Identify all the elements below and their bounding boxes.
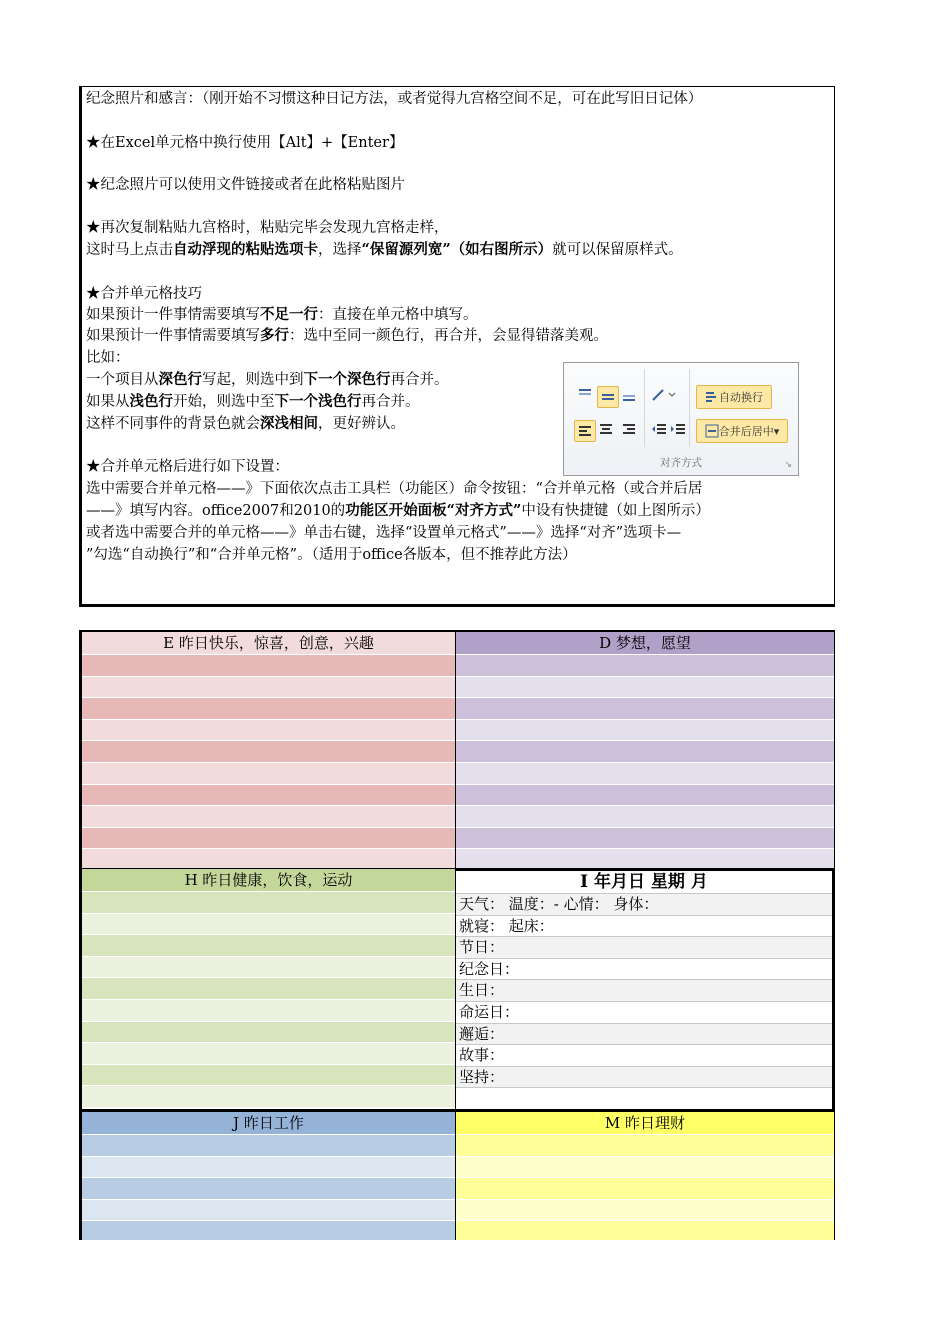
panel-i-date[interactable] xyxy=(456,869,835,1111)
nine-grid xyxy=(79,630,835,1240)
decrease-indent-icon xyxy=(650,421,668,437)
ribbon-separator xyxy=(644,369,645,447)
panel-row[interactable] xyxy=(456,848,834,870)
text-span: 开始，则选中至 xyxy=(173,394,275,410)
text-span: 就可以保留原样式。 xyxy=(552,242,683,258)
tip-settings-l1: 选中需要合并单元格——》下面依次点击工具栏（功能区）命令按钮：“合并单元格（或合并后居 xyxy=(86,481,703,497)
tip-settings-l4: ”勾选“自动换行”和“合并单元格”。（适用于office各版本，但不推荐此方法） xyxy=(86,547,577,563)
panel-row[interactable] xyxy=(456,740,834,762)
panel-d-dreams[interactable] xyxy=(456,630,835,870)
panel-j-work[interactable] xyxy=(79,1110,457,1240)
panel-m-title: M 昨日理财 xyxy=(456,1112,834,1134)
info-row[interactable]: 邂逅： xyxy=(456,1023,832,1045)
panel-row[interactable] xyxy=(456,762,834,784)
panel-e-happiness[interactable] xyxy=(79,630,457,870)
dropdown-arrow-icon: ▾ xyxy=(773,424,780,438)
tip-merge-l3: 比如： xyxy=(86,350,130,366)
bold-span: 深浅相间 xyxy=(260,415,318,432)
panel-e-rows[interactable] xyxy=(82,654,455,870)
tip-merge-l5 xyxy=(86,392,420,412)
tip-settings-l3: 或者选中需要合并的单元格——》单击右键，选择“设置单元格式”——》选择“对齐”选项卡— xyxy=(86,525,682,541)
panel-row[interactable] xyxy=(456,1199,834,1221)
info-row[interactable]: 故事： xyxy=(456,1044,832,1066)
align-center-icon xyxy=(597,421,615,437)
info-row[interactable]: 命运日： xyxy=(456,1001,832,1023)
alignment-group-label: 对齐方式 xyxy=(660,457,702,469)
tip-photo: ★纪念照片可以使用文件链接或者在此格粘贴图片 xyxy=(86,177,405,193)
panel-row[interactable] xyxy=(456,676,834,698)
bold-span: 下一个浅色行 xyxy=(274,393,362,410)
info-row[interactable]: 坚持： xyxy=(456,1066,832,1088)
panel-row[interactable] xyxy=(82,1064,455,1086)
text-span: 中设有快捷键（如上图所示） xyxy=(521,503,710,519)
panel-row[interactable] xyxy=(456,805,834,827)
alignment-ribbon-image xyxy=(563,362,799,476)
panel-d-rows[interactable] xyxy=(456,654,834,870)
tip-merge-l4 xyxy=(86,370,449,390)
panel-i-title: I 年月日 星期 月 xyxy=(456,871,832,893)
panel-row[interactable] xyxy=(82,1042,455,1064)
text-span: ：直接在单元格中填写。 xyxy=(318,307,478,323)
panel-row[interactable] xyxy=(456,654,834,676)
tip-line-break: ★在Excel单元格中换行使用【Alt】+【Enter】 xyxy=(86,135,404,151)
text-span: 如果预计一件事情需要填写 xyxy=(86,307,260,323)
text-span: 写起，则选中到 xyxy=(202,372,304,388)
panel-h-rows[interactable] xyxy=(82,891,455,1107)
panel-row[interactable] xyxy=(456,1134,834,1156)
bold-span: 下一个深色行 xyxy=(303,371,391,388)
panel-row[interactable] xyxy=(82,762,455,784)
panel-row[interactable] xyxy=(82,719,455,741)
notes-cell[interactable] xyxy=(79,86,835,607)
info-row[interactable]: 就寝： 起床： xyxy=(456,915,832,937)
orientation-icon xyxy=(650,387,676,403)
panel-row[interactable] xyxy=(456,1156,834,1178)
panel-row[interactable] xyxy=(82,1085,455,1107)
panel-row[interactable] xyxy=(82,827,455,849)
tip-merge-title: ★合并单元格技巧 xyxy=(86,286,202,302)
align-right-icon xyxy=(620,421,638,437)
text-span: 如果从 xyxy=(86,394,130,410)
tip-paste-b xyxy=(86,240,683,260)
panel-row[interactable] xyxy=(82,1156,455,1178)
info-row[interactable]: 节日： xyxy=(456,936,832,958)
align-middle-icon xyxy=(597,386,619,408)
panel-row[interactable] xyxy=(82,1220,455,1240)
panel-row[interactable] xyxy=(456,827,834,849)
panel-row[interactable] xyxy=(82,697,455,719)
panel-row[interactable] xyxy=(82,740,455,762)
panel-row[interactable] xyxy=(82,999,455,1021)
bold-span: 自动浮现的粘贴选项卡 xyxy=(173,241,318,258)
bold-span: 深色行 xyxy=(158,371,202,388)
panel-row[interactable] xyxy=(82,784,455,806)
panel-row[interactable] xyxy=(456,697,834,719)
panel-e-title: E 昨日快乐，惊喜，创意，兴趣 xyxy=(82,632,455,654)
tip-merge-l2 xyxy=(86,326,608,346)
text-span: 一个项目从 xyxy=(86,372,159,388)
panel-row[interactable] xyxy=(82,805,455,827)
tip-merge-l6 xyxy=(86,414,405,434)
align-left-icon xyxy=(574,420,596,442)
notes-heading: 纪念照片和感言：（刚开始不习惯这种日记方法，或者觉得九宫格空间不足，可在此写旧日记体） xyxy=(86,91,703,107)
info-row[interactable]: 纪念日： xyxy=(456,958,832,980)
text-span: 如果预计一件事情需要填写 xyxy=(86,328,260,344)
panel-row[interactable] xyxy=(82,1177,455,1199)
text-span: 这样不同事件的背景色就会 xyxy=(86,416,260,432)
text-span: 这时马上点击 xyxy=(86,242,173,258)
panel-row[interactable] xyxy=(82,1199,455,1221)
merge-center-label: 合并后居中 xyxy=(718,425,774,438)
panel-row[interactable] xyxy=(456,1177,834,1199)
panel-d-title: D 梦想，愿望 xyxy=(456,632,834,654)
dialog-launcher-icon: ↘ xyxy=(784,460,792,470)
align-top-icon xyxy=(576,387,594,403)
panel-row[interactable] xyxy=(82,913,455,935)
ribbon-separator xyxy=(689,369,690,447)
bold-span: 不足一行 xyxy=(260,306,318,323)
panel-i-rows[interactable] xyxy=(456,893,832,1109)
bold-span: 浅色行 xyxy=(129,393,173,410)
increase-indent-icon xyxy=(669,421,687,437)
panel-row[interactable] xyxy=(82,891,455,913)
tip-merge-l1 xyxy=(86,305,478,325)
panel-row[interactable] xyxy=(82,676,455,698)
panel-row[interactable] xyxy=(456,784,834,806)
text-span: 再合并。 xyxy=(390,372,449,388)
info-row[interactable]: 生日： xyxy=(456,979,832,1001)
panel-row[interactable] xyxy=(456,719,834,741)
text-span: ：选中至同一颜色行，再合并，会显得错落美观。 xyxy=(289,328,608,344)
text-span: 再合并。 xyxy=(361,394,420,410)
text-span: ，更好辨认。 xyxy=(318,416,405,432)
panel-row[interactable] xyxy=(82,848,455,870)
bold-span: “保留源列宽”（如右图所示） xyxy=(361,241,553,258)
panel-row[interactable] xyxy=(82,654,455,676)
info-row[interactable]: 天气： 温度：- 心情： 身体： xyxy=(456,893,832,915)
text-span: ——》填写内容。office2007和2010的 xyxy=(86,503,346,519)
tip-paste-a: ★再次复制粘贴九宫格时，粘贴完毕会发现九宫格走样， xyxy=(86,220,449,236)
text-span: ，选择 xyxy=(318,242,362,258)
tip-settings-l2 xyxy=(86,501,710,521)
panel-m-rows[interactable] xyxy=(456,1134,834,1240)
bold-span: 功能区开始面板“对齐方式” xyxy=(345,502,522,519)
merge-center-button xyxy=(696,419,788,443)
info-row[interactable] xyxy=(456,1087,832,1109)
panel-h-health[interactable] xyxy=(79,869,457,1111)
tip-settings-title: ★合并单元格后进行如下设置： xyxy=(86,459,289,475)
panel-row[interactable] xyxy=(82,956,455,978)
align-bottom-icon xyxy=(620,387,638,403)
panel-h-title: H 昨日健康，饮食，运动 xyxy=(82,869,455,891)
panel-j-rows[interactable] xyxy=(82,1134,455,1240)
panel-m-finance[interactable] xyxy=(456,1110,835,1240)
panel-row[interactable] xyxy=(82,1134,455,1156)
panel-row[interactable] xyxy=(82,934,455,956)
panel-j-title: J 昨日工作 xyxy=(82,1112,455,1134)
panel-row[interactable] xyxy=(456,1220,834,1240)
panel-row[interactable] xyxy=(82,1021,455,1043)
wrap-text-button xyxy=(696,385,772,409)
bold-span: 多行 xyxy=(260,327,289,344)
wrap-text-label: 自动换行 xyxy=(719,391,763,404)
panel-row[interactable] xyxy=(82,977,455,999)
